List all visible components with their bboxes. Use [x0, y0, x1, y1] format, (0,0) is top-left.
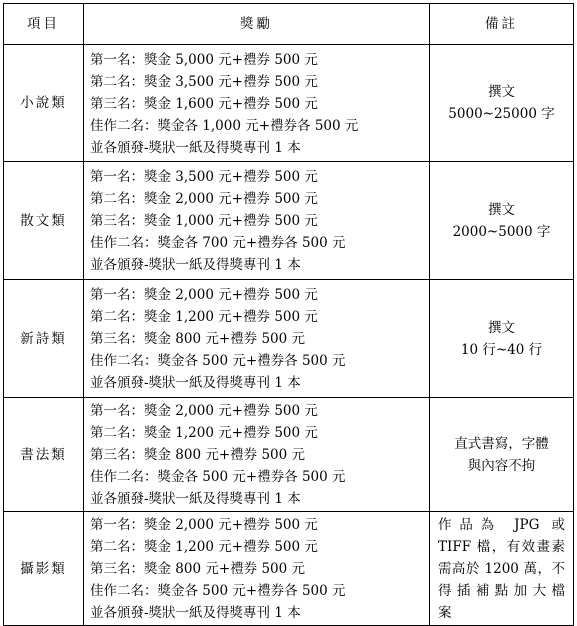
prize-line: 並各頒發-獎狀一紙及得獎專刊 1 本	[90, 375, 301, 391]
header-row	[4, 4, 574, 45]
note-cell	[430, 398, 574, 512]
table-row	[4, 162, 574, 280]
prize-line: 並各頒發-獎狀一紙及得獎專刊 1 本	[90, 139, 301, 156]
prize-line: 第三名：獎金 1,600 元+禮券 500 元	[90, 95, 318, 112]
note-cell	[430, 162, 574, 280]
note-cell	[430, 280, 574, 398]
prize-line: 第一名：獎金 3,500 元+禮券 500 元	[90, 169, 318, 185]
prize-line: 第三名：獎金 800 元+禮券 500 元	[90, 331, 306, 347]
prize-line: 佳作二名：獎金各 500 元+禮券各 500 元	[90, 583, 346, 599]
prize-line: 第一名：獎金 2,000 元+禮券 500 元	[90, 517, 318, 533]
table-row	[4, 45, 574, 162]
category-cell: 小說類	[4, 45, 84, 162]
prize-line: 佳作二名：獎金各 700 元+禮券各 500 元	[90, 235, 346, 251]
prize-line: 第二名：獎金 3,500 元+禮券 500 元	[90, 73, 318, 90]
prize-line: 第三名：獎金 800 元+禮券 500 元	[90, 447, 306, 463]
category-cell: 新詩類	[4, 280, 84, 398]
header-notes: 備註	[430, 4, 574, 45]
prize-line: 第一名：獎金 2,000 元+禮券 500 元	[90, 287, 318, 303]
note-line: 直式書寫，字體	[454, 435, 549, 452]
prize-line: 第三名：獎金 1,000 元+禮券 500 元	[90, 213, 318, 229]
prize-line: 第二名：獎金 1,200 元+禮券 500 元	[90, 309, 318, 325]
prize-line: 第一名：獎金 2,000 元+禮券 500 元	[90, 403, 318, 419]
prize-line: 第二名：獎金 2,000 元+禮券 500 元	[90, 191, 318, 207]
note-line: 案	[438, 604, 452, 621]
note-line: TIFF 檔，有效畫素	[438, 538, 565, 555]
prize-line: 第三名：獎金 800 元+禮券 500 元	[90, 561, 306, 577]
note-line: 5000~25000 字	[448, 106, 555, 122]
note-line: 需高於 1200 萬，不	[438, 560, 565, 577]
table-row	[4, 512, 574, 626]
note-line: 作品為 JPG 或	[438, 516, 565, 533]
table-row	[4, 280, 574, 398]
header-category: 項目	[4, 4, 84, 45]
note-line: 撰文	[488, 201, 515, 218]
prize-cell	[84, 162, 430, 280]
prize-line: 佳作二名：獎金各 500 元+禮券各 500 元	[90, 353, 346, 369]
prize-line: 並各頒發-獎狀一紙及得獎專刊 1 本	[90, 257, 301, 273]
prize-cell	[84, 398, 430, 512]
category-cell: 散文類	[4, 162, 84, 280]
category-cell: 書法類	[4, 398, 84, 512]
prize-line: 第二名：獎金 1,200 元+禮券 500 元	[90, 539, 318, 555]
awards-table	[3, 3, 574, 626]
prize-cell	[84, 45, 430, 162]
prize-line: 並各頒發-獎狀一紙及得獎專刊 1 本	[90, 605, 301, 621]
note-line: 得插補點加大檔	[438, 582, 565, 599]
table-row	[4, 398, 574, 512]
note-cell	[430, 512, 574, 626]
note-line: 10 行~40 行	[460, 341, 543, 358]
note-line: 撰文	[488, 319, 515, 336]
prize-line: 第一名：獎金 5,000 元+禮券 500 元	[90, 51, 318, 68]
prize-line: 佳作二名：獎金各 500 元+禮券各 500 元	[90, 469, 346, 485]
prize-cell	[84, 512, 430, 626]
note-cell	[430, 45, 574, 162]
note-line: 與內容不拘	[467, 457, 536, 474]
prize-line: 第二名：獎金 1,200 元+禮券 500 元	[90, 425, 318, 441]
note-line: 2000~5000 字	[452, 223, 551, 240]
prize-cell	[84, 280, 430, 398]
prize-line: 並各頒發-獎狀一紙及得獎專刊 1 本	[90, 491, 301, 507]
prize-line: 佳作二名：獎金各 1,000 元+禮券各 500 元	[90, 117, 359, 134]
category-cell: 攝影類	[4, 512, 84, 626]
header-prize: 獎勵	[84, 4, 430, 45]
note-line: 撰文	[488, 84, 515, 100]
